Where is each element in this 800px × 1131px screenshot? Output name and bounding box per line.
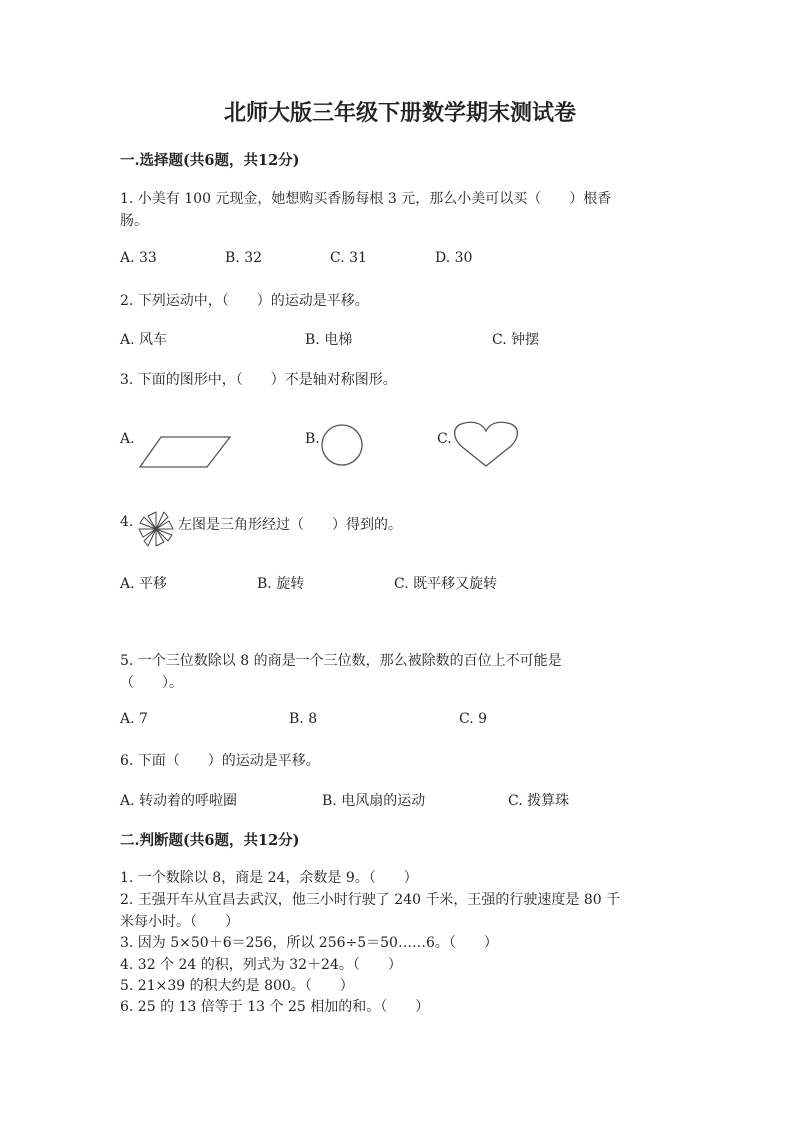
question-2-text: 2. 下列运动中，（ ）的运动是平移。 <box>120 293 369 309</box>
question-5-text-cont: （ ）。 <box>120 675 183 691</box>
q4-option-a: A. 平移 <box>120 576 168 592</box>
q3-option-b: B. <box>305 431 320 447</box>
q3-option-a: A. <box>120 431 135 447</box>
q2-option-c: C. 钟摆 <box>492 332 540 348</box>
q4-option-b: B. 旋转 <box>257 576 305 592</box>
question-1-text: 1. 小美有 100 元现金，她想购买香肠每根 3 元，那么小美可以买（ ）根香 <box>120 191 612 207</box>
judgement-item-3: 3. 因为 5×50＋6＝256，所以 256÷5＝50……6。（ ） <box>120 935 498 951</box>
q2-option-b: B. 电梯 <box>305 332 353 348</box>
circle-icon <box>320 423 366 469</box>
judgement-item-5: 5. 21×39 的积大约是 800。（ ） <box>120 978 354 994</box>
q5-option-c: C. 9 <box>459 711 488 727</box>
section-heading-judgement: 二.判断题(共6题，共12分) <box>120 832 300 849</box>
question-4-text: 左图是三角形经过（ ）得到的。 <box>178 517 402 533</box>
parallelogram-icon <box>138 435 233 469</box>
question-3-text: 3. 下面的图形中，（ ）不是轴对称图形。 <box>120 372 397 388</box>
pinwheel-icon <box>138 510 174 548</box>
q1-option-d: D. 30 <box>435 250 473 266</box>
judgement-item-4: 4. 32 个 24 的积，列式为 32＋24。（ ） <box>120 957 402 973</box>
q6-option-c: C. 拨算珠 <box>508 793 570 809</box>
page-title: 北师大版三年级下册数学期末测试卷 <box>223 100 576 126</box>
q4-option-c: C. 既平移又旋转 <box>394 576 498 592</box>
question-5-text: 5. 一个三位数除以 8 的商是一个三位数，那么被除数的百位上不可能是 <box>120 653 562 669</box>
q1-option-c: C. 31 <box>330 250 367 266</box>
judgement-item-2-cont: 米每小时。（ ） <box>120 914 239 930</box>
q2-option-a: A. 风车 <box>120 332 168 348</box>
judgement-item-6: 6. 25 的 13 倍等于 13 个 25 相加的和。（ ） <box>120 999 430 1015</box>
judgement-item-2: 2. 王强开车从宜昌去武汉，他三小时行驶了 240 千米，王强的行驶速度是 80 千 <box>120 892 621 908</box>
section-heading-choice: 一.选择题(共6题，共12分) <box>120 152 300 169</box>
q1-option-a: A. 33 <box>120 250 157 266</box>
judgement-item-1: 1. 一个数除以 8，商是 24，余数是 9。（ ） <box>120 870 418 886</box>
q1-option-b: B. 32 <box>225 250 263 266</box>
question-1-text-cont: 肠。 <box>120 213 148 229</box>
q5-option-a: A. 7 <box>120 711 148 727</box>
question-4-number: 4. <box>120 514 134 530</box>
q6-option-a: A. 转动着的呼啦圈 <box>120 793 238 809</box>
q5-option-b: B. 8 <box>289 711 318 727</box>
heart-icon <box>451 418 523 468</box>
question-6-text: 6. 下面（ ）的运动是平移。 <box>120 753 320 769</box>
q6-option-b: B. 电风扇的运动 <box>322 793 426 809</box>
q3-option-c: C. <box>437 431 452 447</box>
